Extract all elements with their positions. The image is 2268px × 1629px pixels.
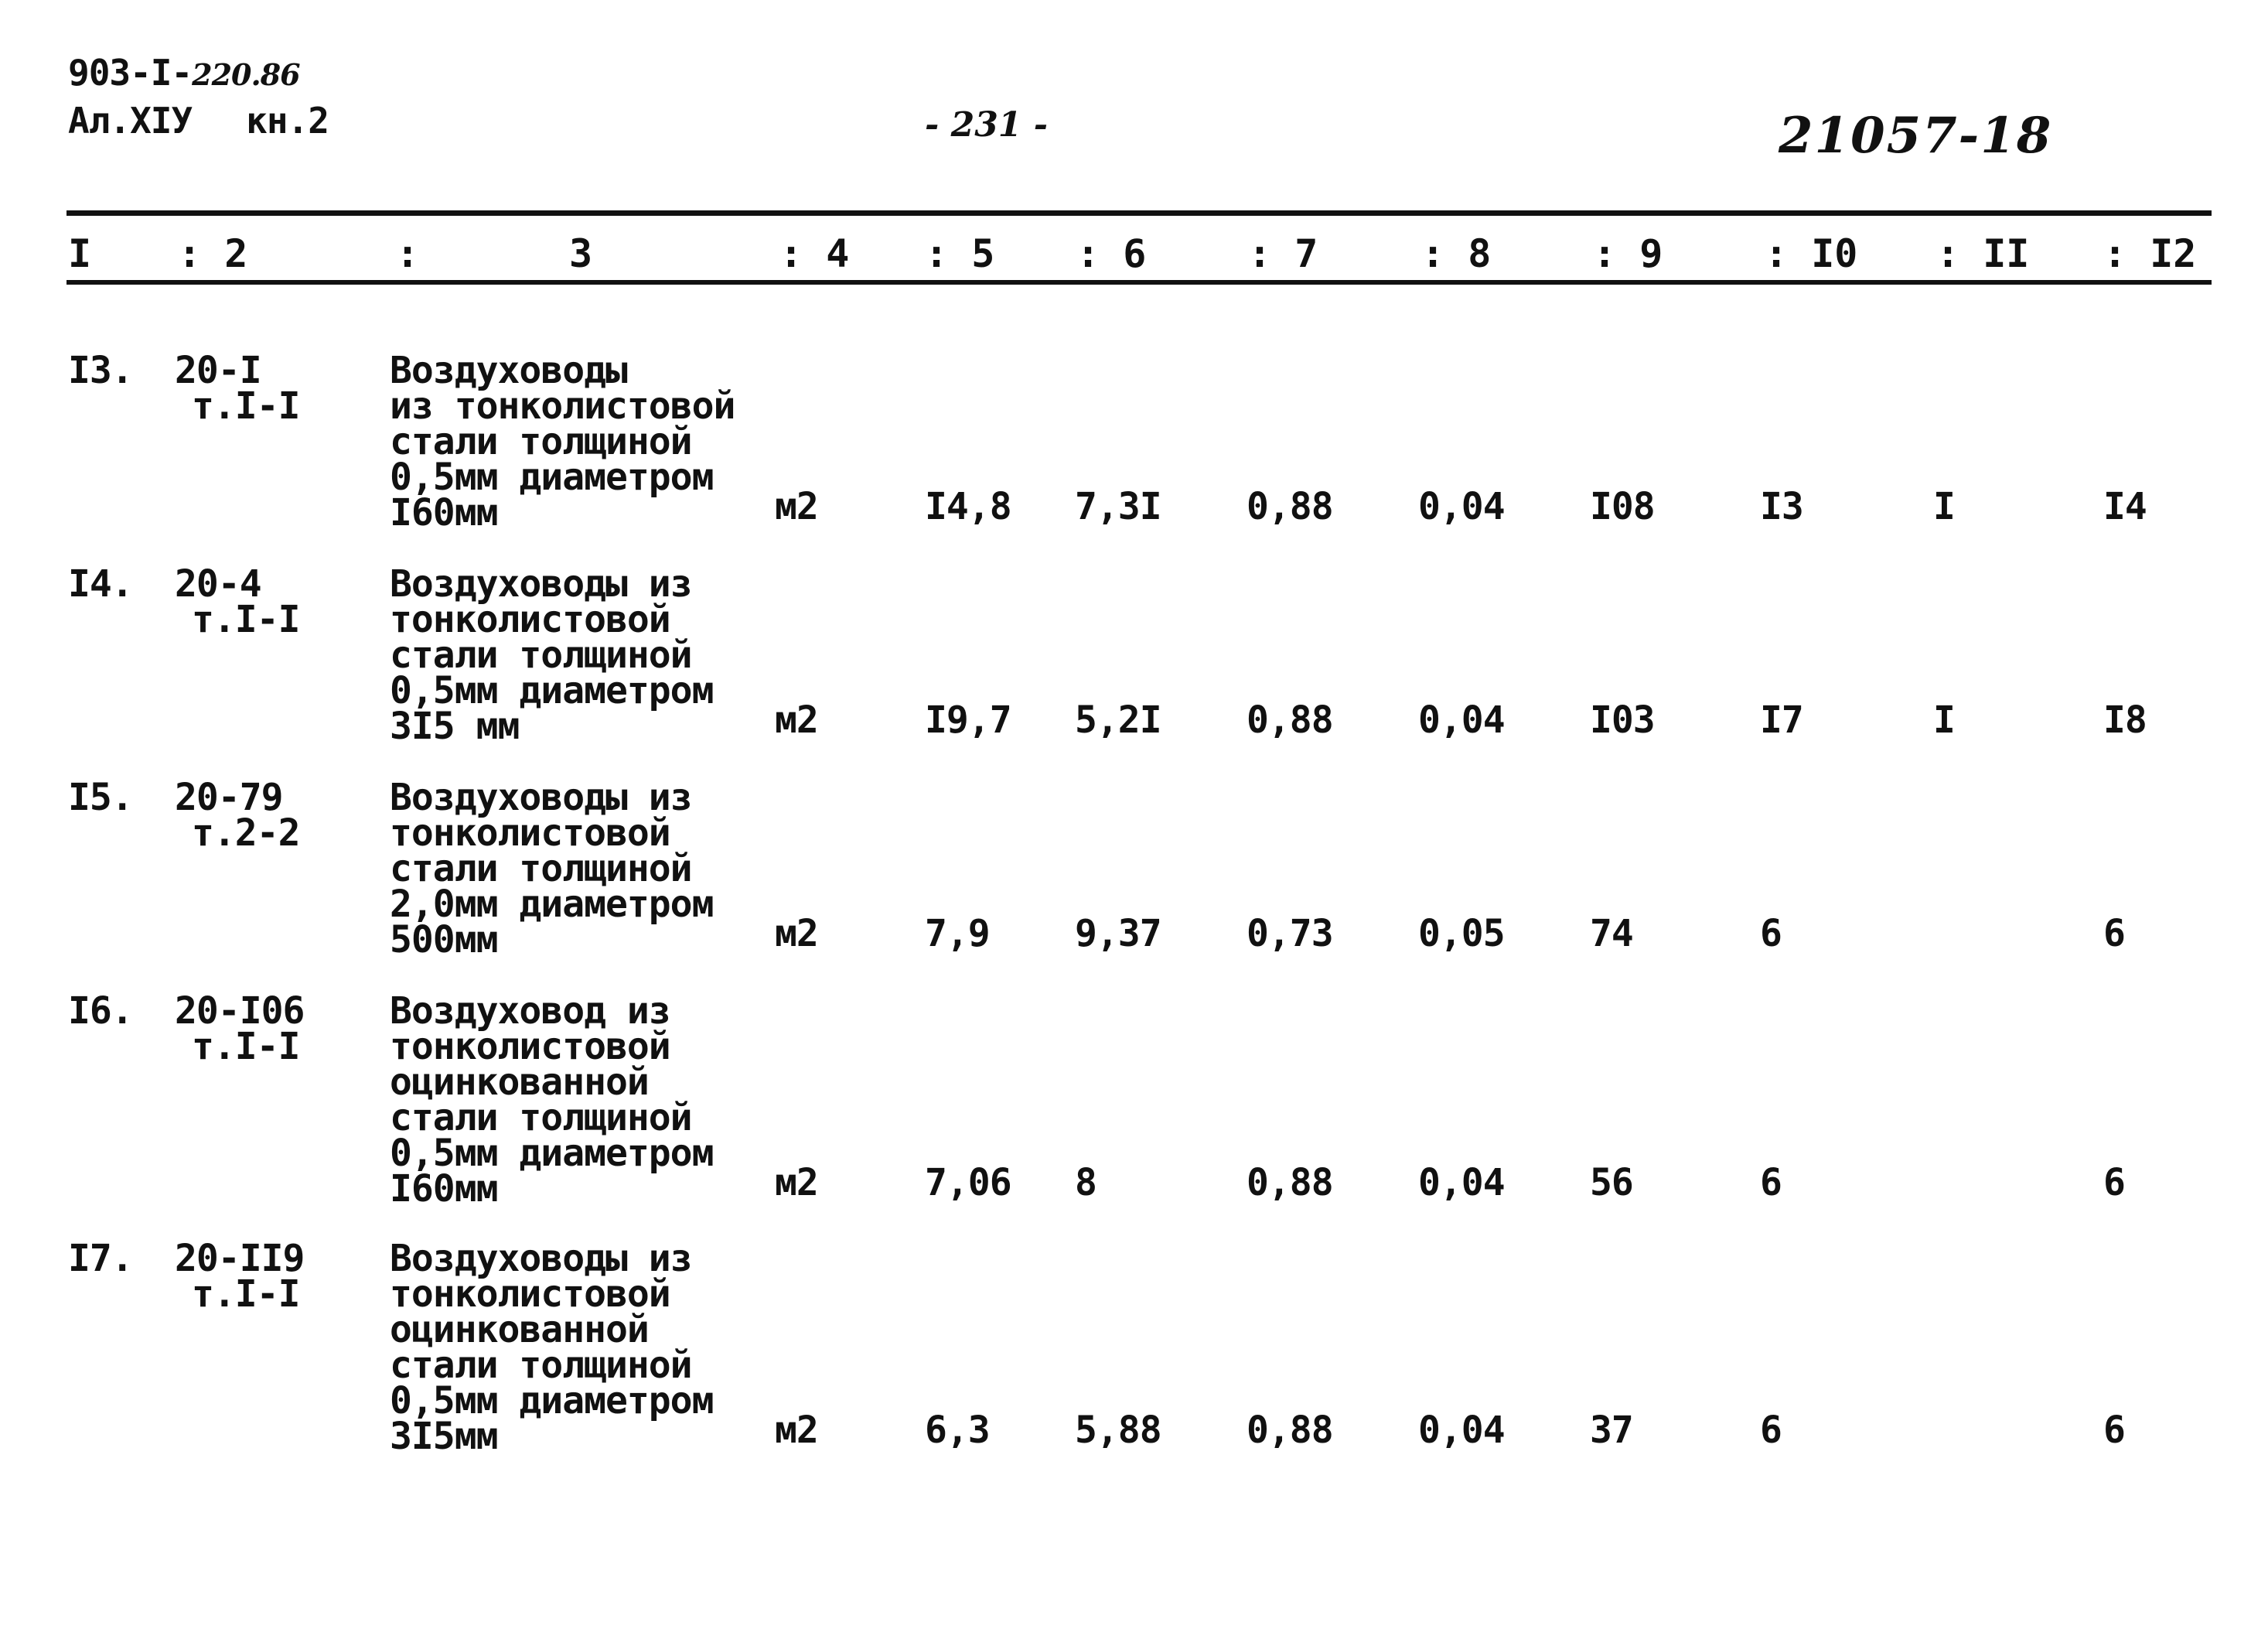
- row-number: I6.: [68, 989, 133, 1033]
- row-description-line: 0,5мм диаметром: [390, 669, 714, 712]
- row-description-line: 0,5мм диаметром: [390, 456, 714, 499]
- row-code: 20-I06: [175, 989, 305, 1033]
- row-description-line: Воздуховоды из: [390, 1237, 692, 1280]
- row-value-c12: 6: [2103, 1161, 2125, 1204]
- row-value-c9: I03: [1590, 698, 1655, 742]
- row-description-line: 500мм: [390, 918, 498, 961]
- row-description-line: тонколистовой: [390, 1272, 670, 1316]
- column-header-10: : 9: [1593, 231, 1663, 276]
- row-description-line: стали толщиной: [390, 847, 692, 890]
- row-value-c12: 6: [2103, 912, 2125, 955]
- row-unit: м2: [775, 1409, 818, 1452]
- column-header-12: : II: [1936, 231, 2030, 276]
- document-code-handwritten: 220.86: [192, 57, 300, 92]
- header-rule: [67, 280, 2212, 285]
- row-value-c9: 56: [1590, 1161, 1633, 1204]
- row-value-c7: 0,88: [1247, 1161, 1333, 1204]
- row-value-c11: I: [1933, 485, 1955, 528]
- row-description-line: 3I5мм: [390, 1415, 498, 1458]
- row-value-c7: 0,73: [1247, 912, 1333, 955]
- row-description-line: тонколистовой: [390, 1025, 670, 1068]
- row-description-line: стали толщиной: [390, 1344, 692, 1387]
- row-code-table: т.I-I: [192, 598, 300, 641]
- row-value-c12: I4: [2103, 485, 2147, 528]
- row-description-line: 0,5мм диаметром: [390, 1132, 714, 1175]
- column-header-1: I: [68, 231, 92, 276]
- row-description-line: Воздуховоды из: [390, 776, 692, 819]
- column-header-13: : I2: [2103, 231, 2197, 276]
- row-value-c6: 5,2I: [1075, 698, 1161, 742]
- row-description-line: стали толщиной: [390, 634, 692, 677]
- page-number: - 231 -: [925, 105, 1049, 145]
- row-description-line: Воздуховод из: [390, 989, 670, 1033]
- document-code: [68, 52, 300, 94]
- row-value-c7: 0,88: [1247, 698, 1333, 742]
- row-value-c7: 0,88: [1247, 485, 1333, 528]
- row-number: I4.: [68, 562, 133, 606]
- row-value-c7: 0,88: [1247, 1409, 1333, 1452]
- row-code-table: т.I-I: [192, 384, 300, 428]
- row-value-c8: 0,04: [1418, 1409, 1505, 1452]
- column-header-7: : 6: [1076, 231, 1147, 276]
- row-value-c12: 6: [2103, 1409, 2125, 1452]
- sheet-label: [68, 100, 329, 142]
- column-header-9: : 8: [1421, 231, 1492, 276]
- column-header-8: : 7: [1248, 231, 1318, 276]
- row-unit: м2: [775, 485, 818, 528]
- row-value-c8: 0,05: [1418, 912, 1505, 955]
- row-description-line: тонколистовой: [390, 811, 670, 855]
- column-header-4: 3: [569, 231, 593, 276]
- row-unit: м2: [775, 912, 818, 955]
- row-description-line: Воздуховоды из: [390, 562, 692, 606]
- column-header-5: : 4: [779, 231, 850, 276]
- row-value-c6: 5,88: [1075, 1409, 1161, 1452]
- row-code-table: т.I-I: [192, 1025, 300, 1068]
- row-description-line: стали толщиной: [390, 420, 692, 463]
- row-value-c8: 0,04: [1418, 1161, 1505, 1204]
- row-value-c9: I08: [1590, 485, 1655, 528]
- top-rule: [67, 210, 2212, 216]
- row-code: 20-I: [175, 349, 261, 392]
- row-value-c6: 7,3I: [1075, 485, 1161, 528]
- row-value-c5: 7,06: [925, 1161, 1011, 1204]
- row-value-c8: 0,04: [1418, 485, 1505, 528]
- row-description-line: из тонколистовой: [390, 384, 735, 428]
- row-code: 20-4: [175, 562, 261, 606]
- row-value-c5: I4,8: [925, 485, 1011, 528]
- row-value-c10: 6: [1760, 1409, 1782, 1452]
- row-value-c12: I8: [2103, 698, 2147, 742]
- row-description-line: 2,0мм диаметром: [390, 883, 714, 926]
- row-description-line: тонколистовой: [390, 598, 670, 641]
- row-value-c10: 6: [1760, 912, 1782, 955]
- row-description-line: стали толщиной: [390, 1096, 692, 1139]
- row-description-line: оцинкованной: [390, 1308, 649, 1351]
- row-number: I3.: [68, 349, 133, 392]
- row-unit: м2: [775, 1161, 818, 1204]
- row-value-c6: 8: [1075, 1161, 1096, 1204]
- row-description-line: I60мм: [390, 491, 498, 534]
- row-value-c9: 74: [1590, 912, 1633, 955]
- row-code-table: т.2-2: [192, 811, 300, 855]
- row-code: 20-II9: [175, 1237, 305, 1280]
- row-unit: м2: [775, 698, 818, 742]
- row-value-c10: 6: [1760, 1161, 1782, 1204]
- row-value-c5: I9,7: [925, 698, 1011, 742]
- column-header-3: :: [396, 231, 420, 276]
- row-description-line: оцинкованной: [390, 1060, 649, 1104]
- row-description-line: Воздуховоды: [390, 349, 627, 392]
- column-header-6: : 5: [925, 231, 995, 276]
- document-code-prefix: 903-I-: [68, 52, 193, 94]
- row-number: I7.: [68, 1237, 133, 1280]
- row-value-c9: 37: [1590, 1409, 1633, 1452]
- row-value-c8: 0,04: [1418, 698, 1505, 742]
- row-number: I5.: [68, 776, 133, 819]
- row-value-c11: I: [1933, 698, 1955, 742]
- row-value-c10: I3: [1760, 485, 1803, 528]
- row-description-line: I60мм: [390, 1167, 498, 1211]
- document-number: 21057-18: [1779, 107, 2053, 165]
- row-code: 20-79: [175, 776, 283, 819]
- row-value-c5: 7,9: [925, 912, 990, 955]
- row-value-c5: 6,3: [925, 1409, 990, 1452]
- row-description-line: 3I5 мм: [390, 705, 520, 748]
- column-header-11: : I0: [1765, 231, 1858, 276]
- sheet-book: кн.2: [246, 100, 329, 142]
- row-code-table: т.I-I: [192, 1272, 300, 1316]
- row-value-c10: I7: [1760, 698, 1803, 742]
- row-description-line: 0,5мм диаметром: [390, 1379, 714, 1422]
- sheet-album: Ал.XIУ: [68, 100, 193, 142]
- column-header-2: : 2: [178, 231, 248, 276]
- row-value-c6: 9,37: [1075, 912, 1161, 955]
